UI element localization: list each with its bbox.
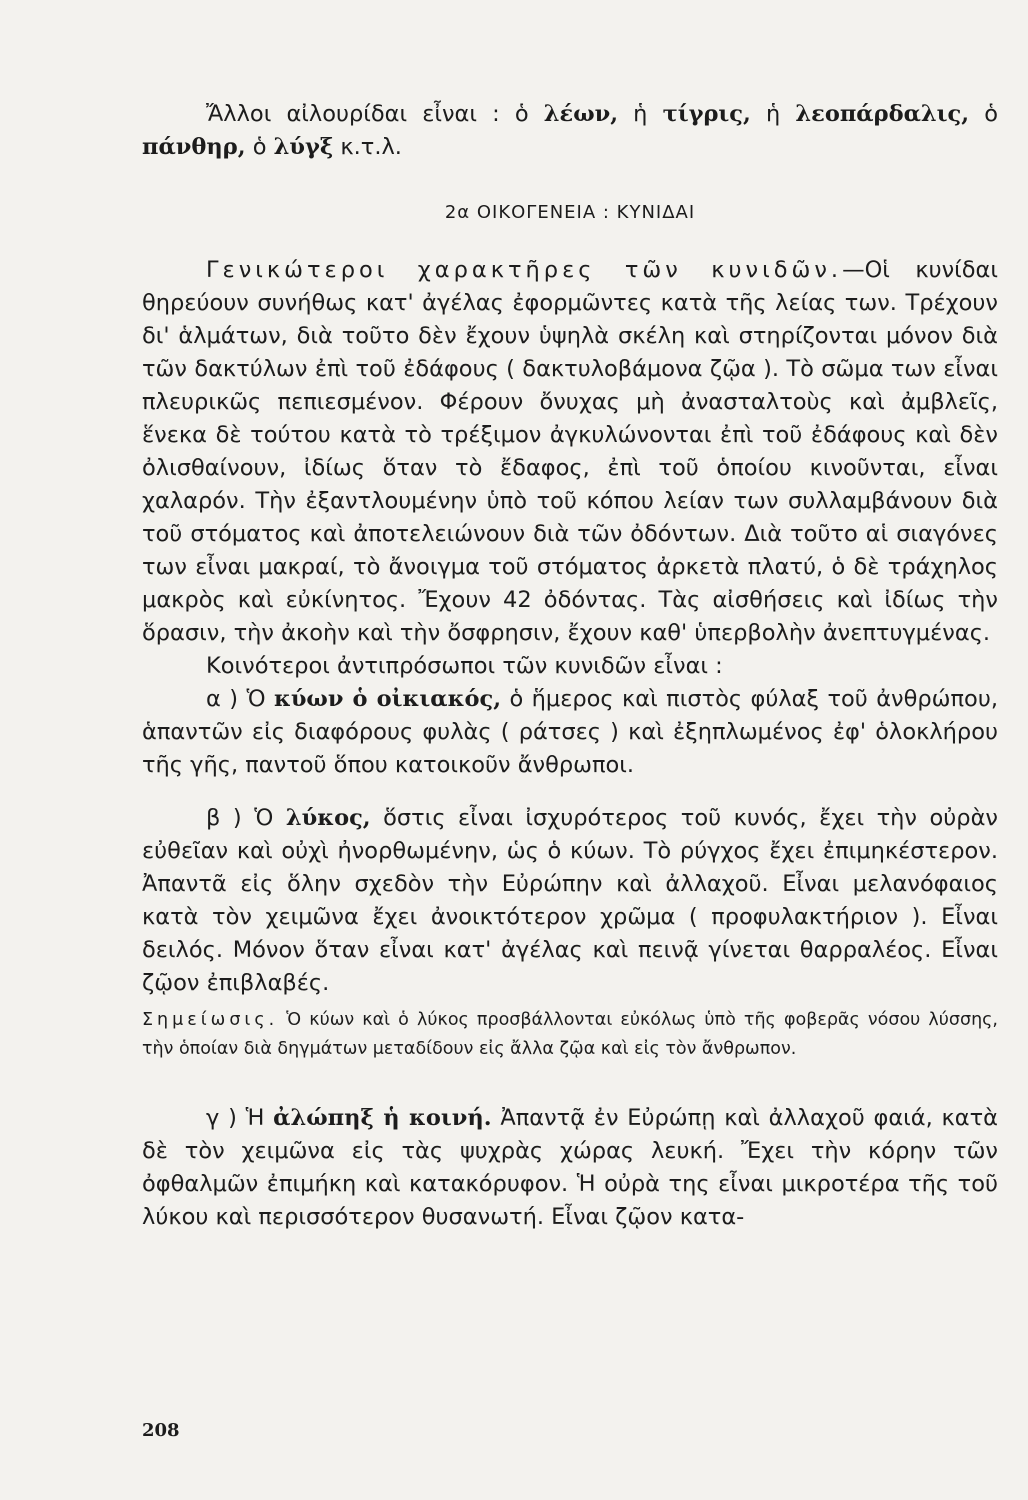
text: ἡ	[618, 101, 663, 127]
text: κ.τ.λ.	[333, 134, 402, 160]
bold-term: κύων ὁ οἰκιακός,	[273, 686, 502, 712]
note	[142, 1006, 998, 1064]
paragraph-wolf	[142, 802, 998, 1000]
text: —Οἱ κυνίδαι θηρεύουν συνήθως κατ' ἀγέλας ἐφορμῶντες κατὰ τῆς λείας των. Τρέχουν δι' ἁλμάτων, διὰ τοῦτο δὲν ἔχουν ὑψηλὰ σκέλη καὶ στηρίζονται μόνον διὰ τῶν δακτύλων ἐπὶ τοῦ ἐδάφους ( δακτυλοβάμονα ζῷα ). Τὸ σῶμα των εἶναι πλευρικῶς πεπιεσμένον. Φέρουν ὄνυχας μὴ ἀνασταλτοὺς καὶ ἀμβλεῖς, ἕνεκα δὲ τούτου κατὰ τὸ τρέξιμον ἀγκυλώνονται ἐπὶ τοῦ ἐδάφους καὶ δὲν ὀλισθαίνουν, ἰδίως ὅταν τὸ ἔδαφος, ἐπὶ τοῦ ὁποίου κινοῦνται, εἶναι χαλαρόν. Τὴν ἐξαντλουμένην ὑπὸ τοῦ κόπου λείαν των συλλαμβάνουν διὰ τοῦ στόματος καὶ ἀποτελειώνουν διὰ τῶν ὀδόντων. Διὰ τοῦτο αἱ σιαγόνες των εἶναι μακραί, τὸ ἄνοιγμα τοῦ στόματος ἀρκετὰ πλατύ, ὁ δὲ τράχηλος μακρὸς καὶ εὐκίνητος. Ἔχουν 42 ὀδόντας. Τὰς αἰσθήσεις καὶ ἰδίως τὴν ὅρασιν, τὴν ἀκοὴν καὶ τὴν ὄσφρησιν, ἔχουν καθ' ὑπερβολὴν ἀνεπτυγμένας.	[142, 257, 998, 646]
bold-term: λέων,	[543, 101, 619, 127]
text: ἡ	[750, 101, 796, 127]
note-label: Σημείωσις.	[142, 1010, 279, 1030]
paragraph-dog	[142, 683, 998, 782]
text: ὁ	[245, 134, 274, 160]
text: γ ) Ἡ	[206, 1105, 274, 1131]
paragraph-other-felids	[142, 98, 998, 164]
paragraph-representatives: Κοινότεροι ἀντιπρόσωποι τῶν κυνιδῶν εἶναι :	[206, 653, 723, 679]
page-number: 208	[142, 1420, 180, 1441]
text: Ἄλλοι αἰλουρίδαι εἶναι : ὁ	[206, 101, 544, 127]
paragraph-general-characteristics	[142, 254, 998, 650]
spaced-heading: Γενικώτεροι χαρακτῆρες τῶν κυνιδῶν.	[206, 257, 843, 283]
section-heading: 2α ΟΙΚΟΓΕΝΕΙΑ : ΚΥΝΙΔΑΙ	[444, 202, 696, 223]
bold-term: τίγρις,	[662, 101, 751, 127]
text: β ) Ὁ	[206, 805, 286, 831]
paragraph-fox	[142, 1102, 998, 1234]
bold-term: λύκος,	[285, 805, 371, 831]
text: ὁ ἥμερος καὶ πιστὸς φύλαξ τοῦ ἀνθρώπου, ἁπαντῶν εἰς διαφόρους φυλὰς ( ράτσες ) καὶ ἐξηπλωμένος ἐφ' ὁλοκλήρου τῆς γῆς, παντοῦ ὅπου κατοικοῦν ἄνθρωποι.	[142, 686, 998, 778]
bold-term: λεοπάρδαλις,	[795, 101, 970, 127]
text: ὅστις εἶναι ἰσχυρότερος τοῦ κυνός, ἔχει τὴν οὐρὰν εὐθεῖαν καὶ οὐχὶ ἠνορθωμένην, ὡς ὁ κύων. Τὸ ρύγχος ἔχει ἐπιμηκέστερον. Ἀπαντᾶ εἰς ὅλην σχεδὸν τὴν Εὐρώπην καὶ ἀλλαχοῦ. Εἶναι μελανόφαιος κατὰ τὸν χειμῶνα ἔχει ἀνοικτότερον χρῶμα ( προφυλακτήριον ). Εἶναι δειλός. Μόνον ὅταν εἶναι κατ' ἀγέλας καὶ πεινᾷ γίνεται θαρραλέος. Εἶναι ζῷον ἐπιβλαβές.	[142, 805, 998, 996]
text: α ) Ὁ	[206, 686, 274, 712]
bold-term: λύγξ	[273, 134, 334, 160]
text: ὁ	[969, 101, 998, 127]
text: Ἀπαντᾷ ἐν Εὐρώπῃ καὶ ἀλλαχοῦ φαιά, κατὰ δὲ τὸν χειμῶνα εἰς τὰς ψυχρὰς χώρας λευκή. Ἔχει τὴν κόρην τῶν ὀφθαλμῶν ἐπιμήκη καὶ κατακόρυφον. Ἡ οὐρὰ της εἶναι μικροτέρα τῆς τοῦ λύκου καὶ περισσότερον θυσανωτή. Εἶναι ζῷον κατα-	[142, 1105, 998, 1230]
bold-term: πάνθηρ,	[142, 134, 246, 160]
bold-term: ἀλώπηξ ἡ κοινή.	[273, 1105, 492, 1131]
page-content	[142, 98, 998, 1234]
text: Ὁ κύων καὶ ὁ λύκος προσβάλλονται εὐκόλως ὑπὸ τῆς φοβερᾶς νόσου λύσσης, τὴν ὁποίαν διὰ δηγμάτων μεταδίδουν εἰς ἄλλα ζῷα καὶ εἰς τὸν ἄνθρωπον.	[142, 1010, 998, 1059]
